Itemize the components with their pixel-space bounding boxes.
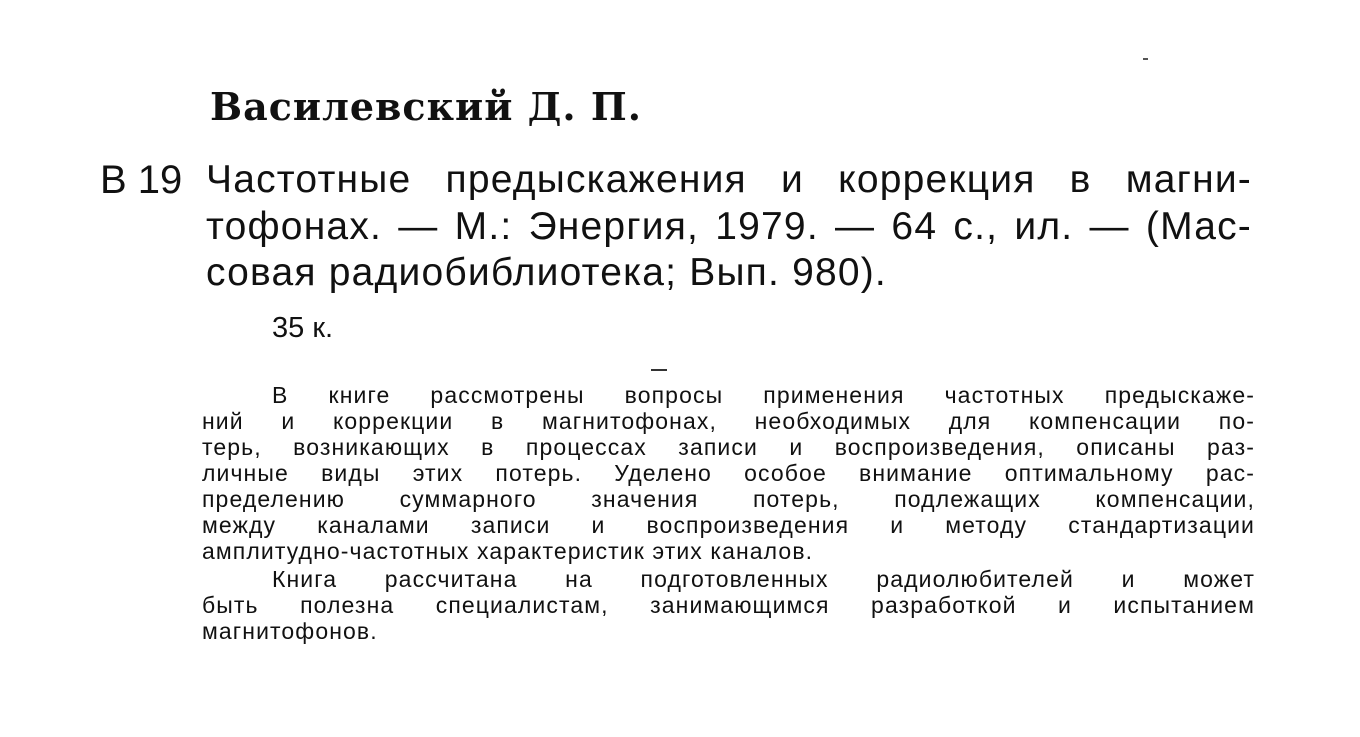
annotation-line: терь, возникающих в процессах записи и воспроизведения, описаны раз- — [202, 434, 1255, 460]
annotation-line: магнитофонов. — [202, 618, 378, 644]
print-speck — [1143, 58, 1148, 60]
title-line: тофонах. — М.: Энергия, 1979. — 64 с., ил. — (Мас- — [206, 205, 1252, 248]
annotation-line: ний и коррекции в магнитофонах, необходимых для компенсации по- — [202, 408, 1255, 434]
annotation-line: между каналами записи и воспроизведения и методу стандартизации — [202, 512, 1255, 538]
separator-dash — [651, 369, 667, 371]
annotation-line: пределению суммарного значения потерь, подлежащих компенсации, — [202, 486, 1255, 512]
library-index: В 19 — [100, 158, 183, 202]
annotation-line: быть полезна специалистам, занимающимся разработкой и испытанием — [202, 592, 1255, 618]
annotation-line: В книге рассмотрены вопросы применения частотных предыскаже- — [272, 382, 1255, 408]
title-line: Частотные предыскажения и коррекция в магни- — [206, 158, 1252, 201]
annotation-line: амплитудно-частотных характеристик этих каналов. — [202, 538, 814, 564]
annotation-line: личные виды этих потерь. Уделено особое внимание оптимальному рас- — [202, 460, 1255, 486]
annotation-line: Книга рассчитана на подготовленных радиолюбителей и может — [272, 566, 1255, 592]
title-line: совая радиобиблиотека; Вып. 980). — [206, 251, 887, 294]
price: 35 к. — [272, 312, 334, 344]
author-name: Василевский Д. П. — [210, 84, 642, 129]
